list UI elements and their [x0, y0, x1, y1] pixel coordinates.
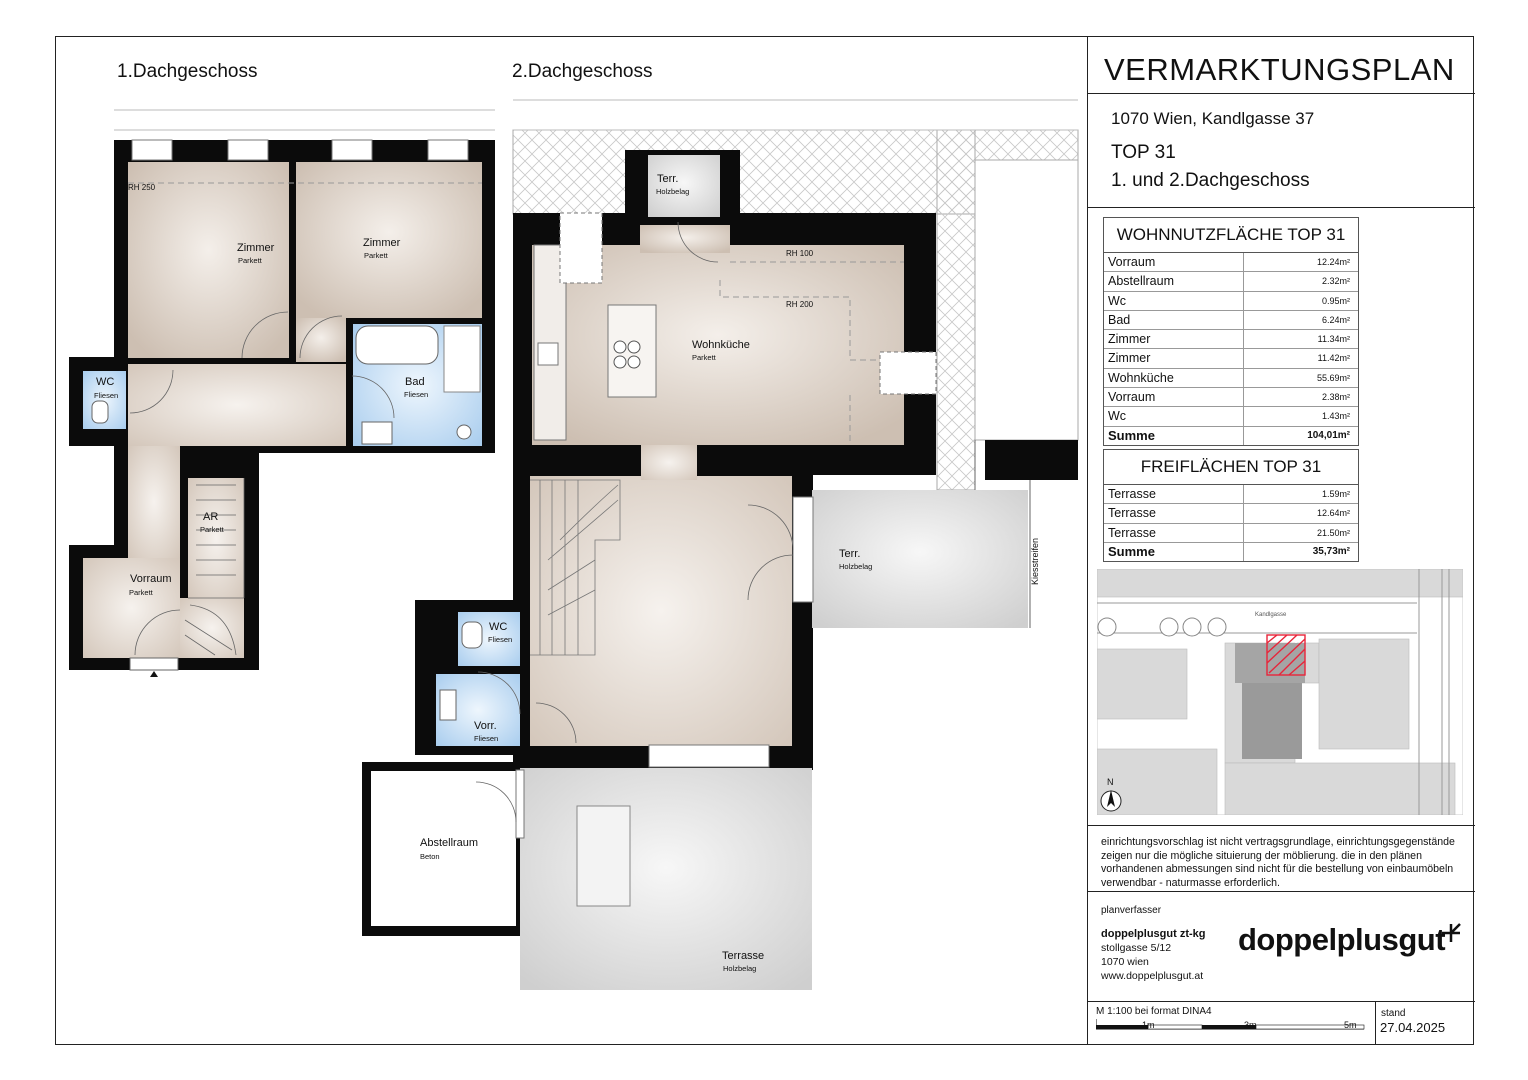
area-row: [1104, 349, 1358, 368]
architect-info: [1101, 927, 1251, 983]
room-label: Vorraum: [130, 573, 172, 585]
disclaimer: einrichtungsvorschlag ist nicht vertragsgrundlage, einrichtungsgegenstände zeigen nur die mögliche situierung der möblierung. die in den plänen vorhandenen abmessungen sind nicht für die bestellung von einbaumöbeln verwendbar - naturmasse erforderlich.: [1101, 836, 1455, 889]
unit-floors: 1. und 2.Dachgeschoss: [1111, 170, 1310, 191]
room-label: Terr.: [657, 173, 679, 185]
scale-tick-3m: 3m: [1244, 1020, 1257, 1030]
scale-tick-5m: 5m: [1344, 1020, 1357, 1030]
room-floor-label: Holzbelag: [839, 562, 873, 571]
title-block: [1087, 36, 1474, 1045]
living-area-table: [1103, 217, 1359, 446]
sum-label: Summe: [1108, 543, 1155, 559]
room-floor-label: Parkett: [200, 525, 224, 534]
area-row: [1104, 524, 1358, 543]
living-area-title: WOHNNUTZFLÄCHE TOP 31: [1104, 218, 1358, 253]
divider: [1088, 207, 1475, 208]
kiesstreifen-label: Kiesstreifen: [1030, 537, 1040, 585]
area-row: [1104, 253, 1358, 272]
room-label: AR: [203, 511, 219, 523]
area-value: 55.69m²: [1316, 372, 1350, 383]
area-value: 6.24m²: [1321, 314, 1350, 325]
site-map: [1097, 569, 1463, 815]
room-label: Terr.: [839, 548, 861, 560]
sum-label: Summe: [1108, 427, 1155, 443]
room-label: Zimmer: [237, 242, 275, 254]
room-label: Abstellraum: [420, 837, 479, 849]
firm-city: 1070 wien: [1101, 956, 1149, 968]
planner-label: planverfasser: [1101, 905, 1162, 916]
map-north-label: N: [1107, 777, 1114, 787]
sum-value: 104,01m²: [1307, 429, 1350, 441]
area-value: 11.34m²: [1317, 334, 1350, 345]
room-floor-label: Beton: [420, 852, 440, 861]
sum-value: 35,73m²: [1312, 545, 1350, 557]
rh-label: RH 100: [786, 249, 814, 258]
area-value: 11.42m²: [1317, 353, 1350, 364]
area-value: 12.24m²: [1316, 257, 1350, 267]
area-name: Wohnküche: [1108, 370, 1174, 385]
area-name: Terrasse: [1108, 506, 1156, 521]
rh-label: RH 200: [786, 300, 814, 309]
room-floor-label: Fliesen: [404, 390, 429, 399]
room-floor-label: Parkett: [129, 588, 153, 597]
area-name: Vorraum: [1108, 255, 1156, 269]
room-floor-label: Holzbelag: [723, 964, 757, 973]
room-label: Terrasse: [722, 950, 765, 962]
room-floor-label: Holzbelag: [656, 187, 690, 196]
area-name: Vorraum: [1108, 390, 1156, 405]
area-value: 2.32m²: [1321, 276, 1350, 287]
area-name: Abstellraum: [1108, 274, 1174, 289]
scale-bar: [1096, 1019, 1371, 1031]
area-row: [1104, 485, 1358, 504]
area-name: Zimmer: [1108, 332, 1151, 347]
firm-street: stollgasse 5/12: [1101, 942, 1172, 954]
room-label: WC: [96, 376, 115, 388]
floor-1-title: 1.Dachgeschoss: [117, 61, 258, 82]
room-floor-label: Fliesen: [474, 734, 499, 743]
divider: [1088, 93, 1475, 94]
area-name: Bad: [1108, 312, 1131, 327]
room-label: WC: [489, 621, 508, 633]
area-row: [1104, 292, 1358, 311]
area-value: 2.38m²: [1321, 392, 1350, 403]
logo-plus-icon: [1438, 920, 1464, 946]
area-row: [1104, 272, 1358, 291]
divider: [1088, 825, 1475, 826]
area-value: 1.59m²: [1321, 489, 1350, 499]
plan-title: VERMARKTUNGSPLAN: [1104, 52, 1455, 87]
room-label: Bad: [405, 376, 425, 388]
area-row: [1104, 388, 1358, 407]
rh-label: RH 250: [128, 183, 156, 192]
room-label: Wohnküche: [692, 339, 750, 351]
area-name: Zimmer: [1108, 351, 1151, 366]
area-name: Wc: [1108, 293, 1127, 308]
outdoor-area-title: FREIFLÄCHEN TOP 31: [1104, 450, 1358, 485]
room-floor-label: Parkett: [238, 256, 262, 265]
map-street-label: Kandlgasse: [1255, 612, 1287, 618]
scale-label: M 1:100 bei format DINA4: [1096, 1006, 1212, 1017]
address: 1070 Wien, Kandlgasse 37: [1111, 109, 1315, 128]
outdoor-area-sum-row: [1104, 543, 1358, 561]
divider: [1088, 1001, 1475, 1002]
unit-number: TOP 31: [1111, 142, 1176, 163]
room-label: Vorr.: [474, 720, 497, 732]
firm-logo: doppelplusgut: [1238, 922, 1446, 957]
room-floor-label: Fliesen: [488, 635, 513, 644]
area-name: Terrasse: [1108, 525, 1156, 540]
floor-2-title: 2.Dachgeschoss: [512, 61, 653, 82]
area-value: 21.50m²: [1316, 527, 1350, 538]
area-row: [1104, 330, 1358, 349]
scale-tick-1m: 1m: [1142, 1020, 1155, 1030]
date-value: 27.04.2025: [1380, 1020, 1446, 1035]
living-area-sum-row: [1104, 427, 1358, 445]
outdoor-area-table: [1103, 449, 1359, 562]
room-floor-label: Fliesen: [94, 391, 119, 400]
area-name: Terrasse: [1108, 487, 1156, 501]
firm-name: doppelplusgut zt-kg: [1101, 928, 1206, 940]
room-floor-label: Parkett: [364, 251, 388, 260]
area-row: [1104, 504, 1358, 523]
divider: [1088, 891, 1475, 892]
area-row: [1104, 369, 1358, 388]
date-label: stand: [1381, 1008, 1406, 1019]
area-value: 1.43m²: [1321, 411, 1350, 422]
firm-website[interactable]: www.doppelplusgut.at: [1101, 970, 1204, 982]
area-row: [1104, 311, 1358, 330]
divider: [1375, 1001, 1376, 1045]
area-value: 12.64m²: [1316, 508, 1350, 519]
room-floor-label: Parkett: [692, 353, 716, 362]
area-row: [1104, 407, 1358, 426]
area-value: 0.95m²: [1321, 295, 1350, 306]
area-name: Wc: [1108, 409, 1127, 424]
room-label: Zimmer: [363, 237, 401, 249]
